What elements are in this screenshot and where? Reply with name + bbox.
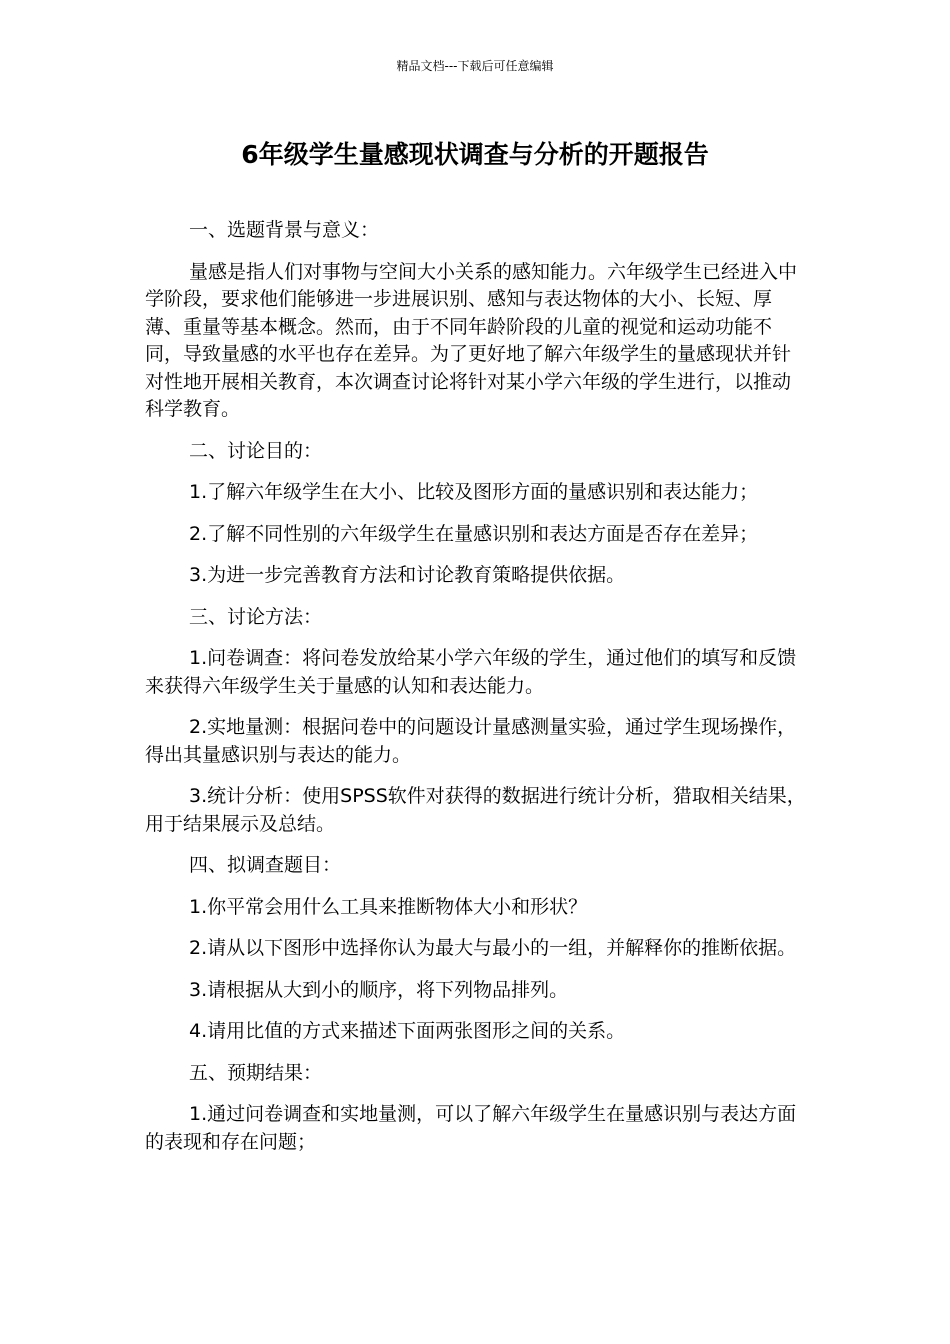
method-item-1: 1.问卷调查：将问卷发放给某小学六年级的学生，通过他们的填写和反馈来获得六年级学生关于量感的认知和表达能力。 — [145, 647, 797, 697]
purpose-item-2: 2.了解不同性别的六年级学生在量感识别和表达方面是否存在差异； — [189, 522, 759, 545]
document-title: 6年级学生量感现状调查与分析的开题报告 — [241, 140, 709, 169]
result-item-1: 1.通过问卷调查和实地量测，可以了解六年级学生在量感识别与表达方面的表现和存在问题； — [145, 1103, 797, 1153]
question-item-1: 1.你平常会用什么工具来推断物体大小和形状？ — [189, 895, 588, 918]
section-heading-methods: 三、讨论方法： — [189, 605, 323, 628]
section-heading-purpose: 二、讨论目的： — [189, 439, 323, 462]
purpose-item-1: 1.了解六年级学生在大小、比较及图形方面的量感识别和表达能力； — [189, 481, 759, 503]
question-item-2: 2.请从以下图形中选择你认为最大与最小的一组，并解释你的推断依据。 — [189, 937, 797, 959]
header-note: 精品文档---下载后可任意编辑 — [396, 59, 554, 73]
method-item-3: 3.统计分析：使用SPSS软件对获得的数据进行统计分析，猎取相关结果，用于结果展示及总结。 — [145, 785, 806, 835]
purpose-item-3: 3.为进一步完善教育方法和讨论教育策略提供依据。 — [189, 564, 626, 586]
question-item-3: 3.请根据从大到小的顺序，将下列物品排列。 — [189, 978, 569, 1001]
paragraph-background: 量感是指人们对事物与空间大小关系的感知能力。六年级学生已经进入中学阶段，要求他们能够进一步进展识别、感知与表达物体的大小、长短、厚薄、重量等基本概念。然而，由于不同年龄阶段的儿童的视觉和运动功能不同，导致量感的水平也存在差异。为了更好地了解六年级学生的量感现状并针对性地开展相关教育，本次调查讨论将针对某小学六年级的学生进行，以推动科学教育。 — [145, 260, 798, 420]
section-heading-questions: 四、拟调查题目： — [189, 854, 342, 876]
method-item-2: 2.实地量测：根据问卷中的问题设计量感测量实验，通过学生现场操作，得出其量感识别与表达的能力。 — [145, 716, 797, 766]
section-heading-background: 一、选题背景与意义： — [189, 219, 380, 241]
question-item-4: 4.请用比值的方式来描述下面两张图形之间的关系。 — [189, 1020, 626, 1042]
document-body — [145, 217, 807, 1170]
section-heading-results: 五、预期结果： — [189, 1061, 323, 1084]
